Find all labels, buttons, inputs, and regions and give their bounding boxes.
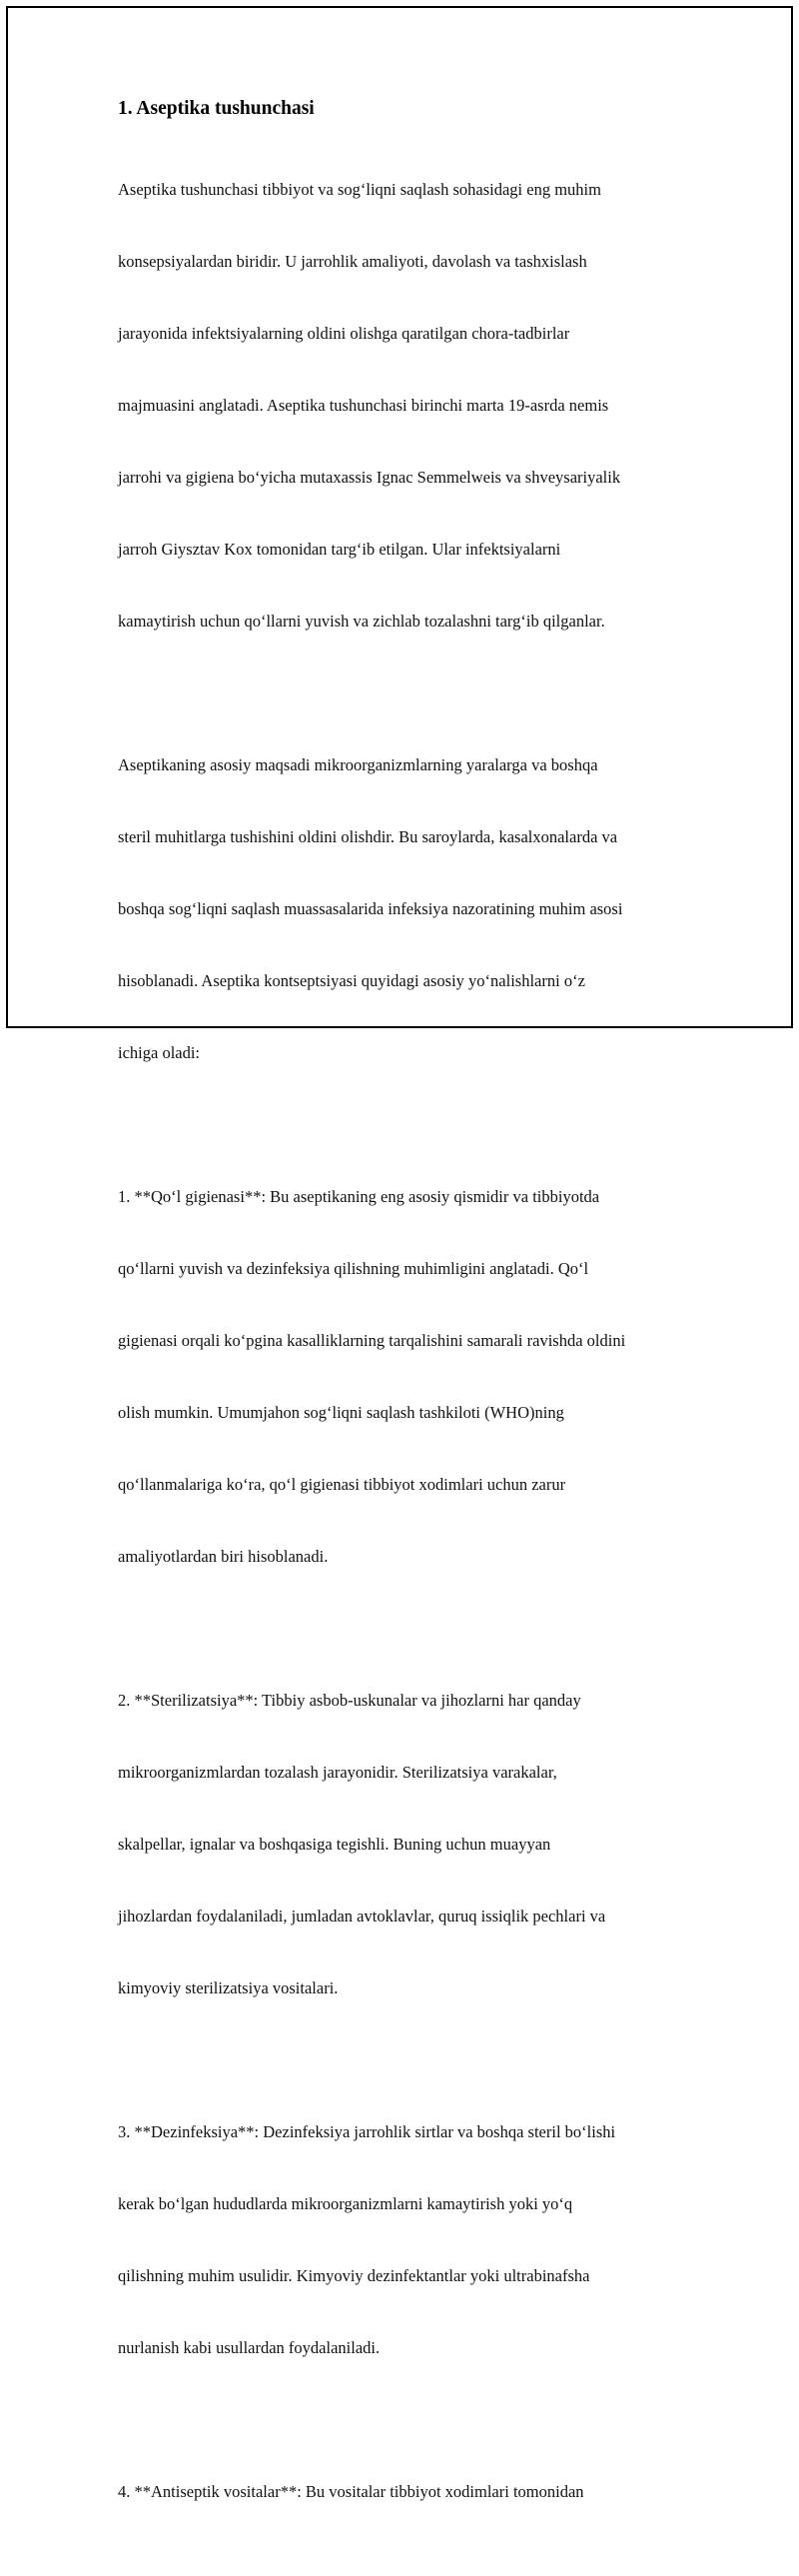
paragraph-hand-hygiene bbox=[118, 1137, 697, 1617]
text-line: mikroorganizmlardan tozalash jarayonidir. Sterilizatsiya varakalar, bbox=[118, 1763, 557, 1782]
section-heading: 1. Aseptika tushunchasi bbox=[118, 98, 315, 119]
text-line: Aseptikaning asosiy maqsadi mikroorganizmlarning yaralarga va boshqa bbox=[118, 755, 598, 774]
text-line: jihozlardan foydalaniladi, jumladan avtoklavlar, quruq issiqlik pechlari va bbox=[118, 1907, 606, 1926]
text-line: 3. **Dezinfeksiya**: Dezinfeksiya jarrohlik sirtlar va boshqa steril bo‘lishi bbox=[118, 2122, 616, 2141]
paragraph-intro bbox=[118, 130, 697, 681]
text-line: qo‘llarni yuvish va dezinfeksiya qilishning muhimligini anglatadi. Qo‘l bbox=[118, 1259, 589, 1278]
paragraph-antiseptics bbox=[118, 2432, 697, 2552]
text-line: qilishning muhim usulidir. Kimyoviy dezinfektantlar yoki ultrabinafsha bbox=[118, 2266, 590, 2285]
text-line: gigienasi orqali ko‘pgina kasalliklarning tarqalishini samarali ravishda oldini bbox=[118, 1331, 626, 1350]
text-line: jarroh Giysztav Kox tomonidan targ‘ib etilgan. Ular infektsiyalarni bbox=[118, 540, 561, 559]
text-line: kerak bo‘lgan hududlarda mikroorganizmlarni kamaytirish yoki yo‘q bbox=[118, 2194, 573, 2213]
text-line: olish mumkin. Umumjahon sog‘liqni saqlash tashkiloti (WHO)ning bbox=[118, 1403, 564, 1422]
text-line: konsepsiyalardan biridir. U jarrohlik amaliyoti, davolash va tashxislash bbox=[118, 252, 587, 271]
text-line: majmuasini anglatadi. Aseptika tushunchasi birinchi marta 19-asrda nemis bbox=[118, 396, 609, 415]
text-line: 4. **Antiseptik vositalar**: Bu vositalar tibbiyot xodimlari tomonidan bbox=[118, 2482, 584, 2501]
text-line: 1. **Qo‘l gigienasi**: Bu aseptikaning eng asosiy qismidir va tibbiyotda bbox=[118, 1187, 600, 1206]
paragraph-purpose bbox=[118, 705, 697, 1113]
text-line: nurlanish kabi usullardan foydalaniladi. bbox=[118, 2338, 381, 2357]
paragraph-disinfection bbox=[118, 2072, 697, 2408]
text-line: amaliyotlardan biri hisoblanadi. bbox=[118, 1547, 329, 1566]
paragraph-sterilization bbox=[118, 1641, 697, 2048]
text-line: jarayonida infektsiyalarning oldini olishga qaratilgan chora-tadbirlar bbox=[118, 324, 570, 343]
text-line: kamaytirish uchun qo‘llarni yuvish va zichlab tozalashni targ‘ib qilganlar. bbox=[118, 612, 605, 631]
text-line: jarrohi va gigiena bo‘yicha mutaxassis Ignac Semmelweis va shveysariyalik bbox=[118, 468, 621, 487]
text-line: 2. **Sterilizatsiya**: Tibbiy asbob-uskunalar va jihozlarni har qanday bbox=[118, 1691, 581, 1710]
text-line: skalpellar, ignalar va boshqasiga tegishli. Buning uchun muayyan bbox=[118, 1835, 551, 1854]
document-content bbox=[118, 97, 697, 2576]
text-line: Aseptika tushunchasi tibbiyot va sog‘liqni saqlash sohasidagi eng muhim bbox=[118, 180, 601, 199]
text-line: ichiga oladi: bbox=[118, 1043, 201, 1062]
text-line: hisoblanadi. Aseptika kontseptsiyasi quyidagi asosiy yo‘nalishlarni o‘z bbox=[118, 971, 585, 990]
text-line: boshqa sog‘liqni saqlash muassasalarida infeksiya nazoratining muhim asosi bbox=[118, 899, 623, 918]
text-line: kimyoviy sterilizatsiya vositalari. bbox=[118, 1978, 339, 1997]
text-line: steril muhitlarga tushishini oldini olishdir. Bu saroylarda, kasalxonalarda va bbox=[118, 827, 618, 846]
text-line: qo‘llanmalariga ko‘ra, qo‘l gigienasi tibbiyot xodimlari uchun zarur bbox=[118, 1475, 566, 1494]
